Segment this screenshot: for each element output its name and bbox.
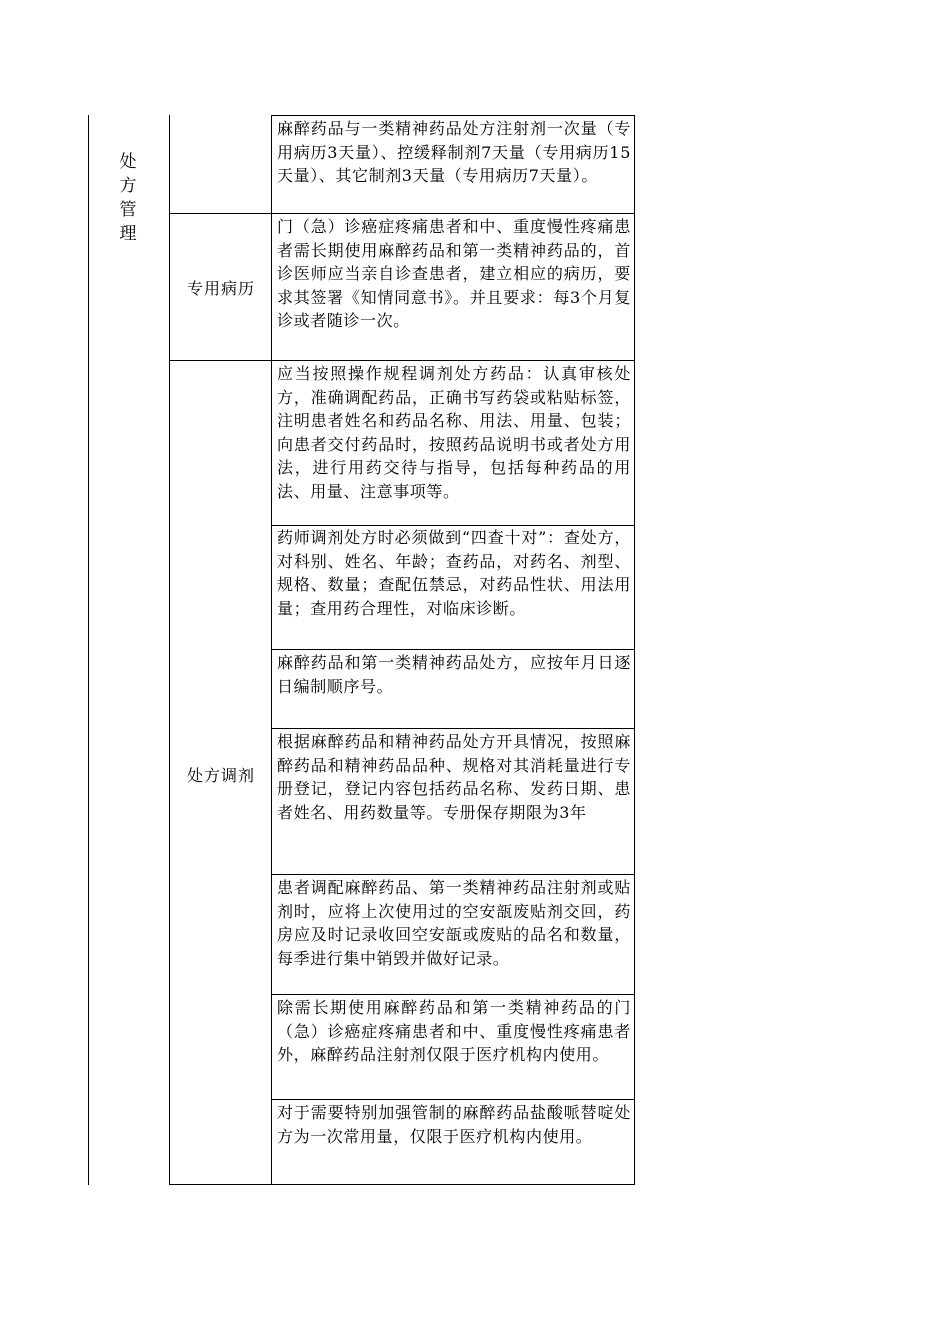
row-border (169, 1184, 635, 1185)
category-column-border (169, 115, 170, 1185)
right-border (634, 115, 635, 1185)
rule-cell-registration: 根据麻醉药品和精神药品处方开具情况，按照麻醉药品和精神药品品种、规格对其消耗量进行专册登记，登记内容包括药品名称、发药日期、患者姓名、用药数量等。专册保存期限为3年 (277, 732, 631, 822)
row-border (271, 994, 635, 995)
rule-cell-special-record: 门（急）诊癌症疼痛患者和中、重度慢性疼痛患者需长期使用麻醉药品和第一类精神药品的，首诊医师应当亲自诊查患者，建立相应的病历，要求其签署《知情同意书》。并且要求：每3个月复诊或者随诊一次。 (277, 217, 631, 330)
rule-cell-four-checks: 药师调剂处方时必须做到“四查十对”：查处方，对科别、姓名、年龄；查药品，对药名、剂型、规格、数量；查配伍禁忌，对药品性状、用法用量；查用药合理性，对临床诊断。 (277, 528, 631, 618)
rule-cell-ampoule-return: 患者调配麻醉药品、第一类精神药品注射剂或贴剂时，应将上次使用过的空安瓿废贴剂交回，药房应及时记录收回空安瓿或废贴的品名和数量，每季进行集中销毁并做好记录。 (277, 878, 631, 968)
rule-cell-dispensing-procedure: 应当按照操作规程调剂处方药品：认真审核处方，准确调配药品，正确书写药袋或粘贴标签，注明患者姓名和药品名称、用法、用量、包装；向患者交付药品时，按照药品说明书或者处方用法，进行用药交待与指导，包括每种药品的用法、用量、注意事项等。 (277, 364, 631, 501)
row-border (271, 1099, 635, 1100)
rule-cell-dosage-limit: 麻醉药品与一类精神药品处方注射剂一次量（专用病历3天量）、控缓释制剂7天量（专用病历15天量）、其它制剂3天量（专用病历7天量）。 (277, 119, 631, 185)
row-border (169, 213, 635, 214)
row-border (271, 115, 635, 116)
section-label-medical-record: 专用病历 (186, 279, 255, 298)
row-border (271, 649, 635, 650)
row-border (271, 874, 635, 875)
row-border (271, 728, 635, 729)
section-label-dispensing: 处方调剂 (186, 766, 255, 785)
category-label: 处方管理 (119, 152, 137, 244)
rule-cell-pethidine: 对于需要特别加强管制的麻醉药品盐酸哌替啶处方为一次常用量，仅限于医疗机构内使用。 (277, 1103, 631, 1146)
rule-cell-injection-use: 除需长期使用麻醉药品和第一类精神药品的门（急）诊癌症疼痛患者和中、重度慢性疼痛患者外，麻醉药品注射剂仅限于医疗机构内使用。 (277, 998, 631, 1064)
row-border (169, 360, 635, 361)
outer-left-border (88, 115, 89, 1185)
rule-cell-serial-number: 麻醉药品和第一类精神药品处方，应按年月日逐日编制顺序号。 (277, 653, 631, 696)
section-column-border (271, 115, 272, 1185)
